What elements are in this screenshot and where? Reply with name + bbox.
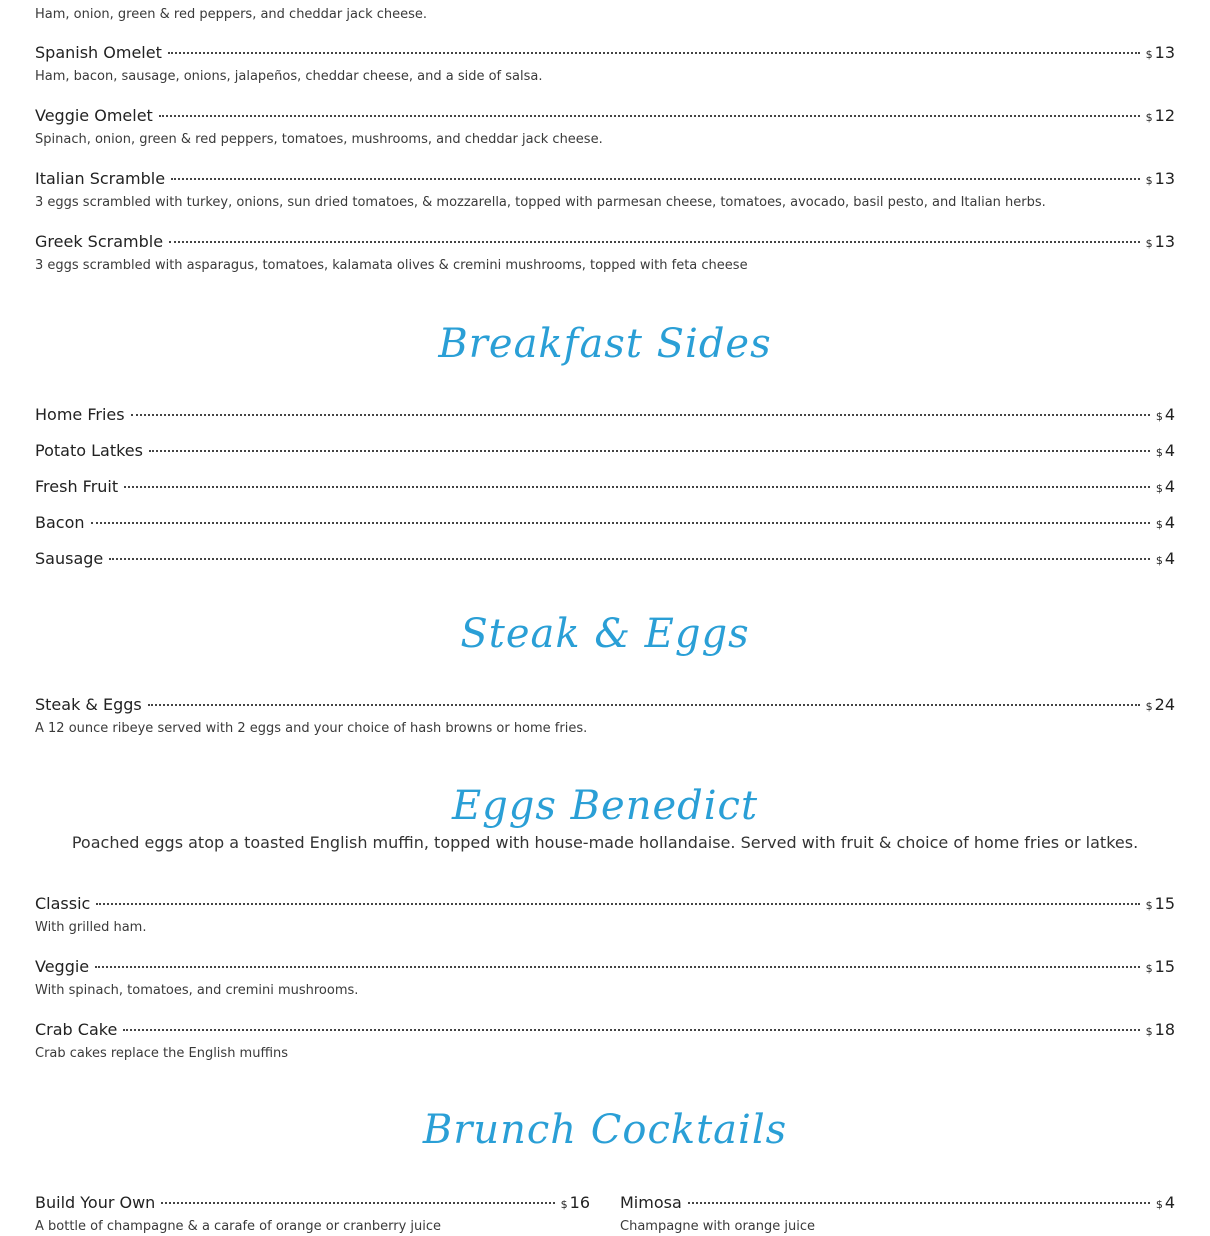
item-name: Greek Scramble: [35, 232, 164, 251]
item-price: $ 16: [560, 1193, 590, 1212]
item-price: $ 4: [1155, 477, 1175, 496]
item-name: Mimosa: [620, 1193, 682, 1212]
item-name: Potato Latkes: [35, 441, 143, 460]
menu-item: [620, 1191, 1175, 1236]
item-name: Steak & Eggs: [35, 695, 142, 714]
item-name: Spanish Omelet: [35, 43, 162, 62]
item-price: $ 15: [1145, 894, 1175, 913]
item-price: $ 13: [1145, 232, 1175, 251]
dot-leader: [168, 52, 1140, 54]
item-price: $ 4: [1155, 549, 1175, 568]
item-price: $ 4: [1155, 441, 1175, 460]
menu-item: [35, 1018, 1175, 1063]
item-description: 3 eggs scrambled with asparagus, tomatoes, kalamata olives & cremini mushrooms, topped with feta cheese: [35, 258, 748, 273]
menu-item: [35, 693, 1175, 738]
section-intro: Poached eggs atop a toasted English muffin, topped with house-made hollandaise. Served with fruit & choice of home fries or latkes.: [71, 833, 1139, 852]
item-name: Crab Cake: [35, 1020, 118, 1039]
item-description: Ham, onion, green & red peppers, and cheddar jack cheese.: [35, 7, 428, 22]
item-name: Veggie Omelet: [35, 106, 153, 125]
dot-leader: [131, 414, 1150, 416]
dot-leader: [159, 115, 1140, 117]
item-name: Bacon: [35, 513, 85, 532]
dot-leader: [149, 450, 1150, 452]
item-name: Veggie: [35, 957, 90, 976]
item-price: $ 13: [1145, 43, 1175, 62]
dot-leader: [95, 966, 1139, 968]
item-description: 3 eggs scrambled with turkey, onions, sun dried tomatoes, & mozzarella, topped with parmesan cheese, tomatoes, avocado, basil pesto, and Italian herbs.: [35, 195, 1046, 210]
item-description: With spinach, tomatoes, and cremini mushrooms.: [35, 983, 359, 998]
item-name: Sausage: [35, 549, 104, 568]
dot-leader: [688, 1202, 1150, 1204]
item-name: Home Fries: [35, 405, 125, 424]
menu-item-cut-off: [35, 6, 1175, 24]
dot-leader: [96, 903, 1139, 905]
item-description: With grilled ham.: [35, 920, 147, 935]
item-price: $ 4: [1155, 405, 1175, 424]
item-description: A 12 ounce ribeye served with 2 eggs and your choice of hash browns or home fries.: [35, 721, 588, 736]
item-name: Fresh Fruit: [35, 477, 119, 496]
item-name: Build Your Own: [35, 1193, 156, 1212]
dot-leader: [124, 486, 1150, 488]
dot-leader: [169, 241, 1140, 243]
item-price: $ 15: [1145, 957, 1175, 976]
menu-item: [35, 475, 1175, 499]
menu-item: [35, 955, 1175, 1000]
item-price: $ 18: [1145, 1020, 1175, 1039]
item-name: Italian Scramble: [35, 169, 166, 188]
item-price: $ 4: [1155, 513, 1175, 532]
dot-leader: [91, 522, 1150, 524]
dot-leader: [109, 558, 1150, 560]
section-title-brunch-cocktails: Brunch Cocktails: [422, 1107, 788, 1153]
item-price: $ 4: [1155, 1193, 1175, 1212]
menu-item: [35, 167, 1175, 212]
menu-item: [35, 1191, 590, 1236]
section-title-eggs-benedict: Eggs Benedict: [451, 783, 759, 829]
menu-item: [35, 439, 1175, 463]
menu-item: [35, 104, 1175, 149]
menu-item: [35, 41, 1175, 86]
item-description: Ham, bacon, sausage, onions, jalapeños, cheddar cheese, and a side of salsa.: [35, 69, 543, 84]
item-description: Champagne with orange juice: [620, 1219, 815, 1234]
item-name: Classic: [35, 894, 91, 913]
menu-item: [35, 230, 1175, 275]
item-price: $ 24: [1145, 695, 1175, 714]
section-title-steak-eggs: Steak & Eggs: [460, 611, 750, 657]
menu-item: [35, 403, 1175, 427]
section-title-breakfast-sides: Breakfast Sides: [438, 321, 772, 367]
menu-item: [35, 892, 1175, 937]
menu-item: [35, 511, 1175, 535]
item-description: Crab cakes replace the English muffins: [35, 1046, 289, 1061]
item-description: Spinach, onion, green & red peppers, tomatoes, mushrooms, and cheddar jack cheese.: [35, 132, 603, 147]
dot-leader: [171, 178, 1140, 180]
dot-leader: [148, 704, 1140, 706]
item-description: A bottle of champagne & a carafe of orange or cranberry juice: [35, 1219, 442, 1234]
item-price: $ 12: [1145, 106, 1175, 125]
dot-leader: [161, 1202, 554, 1204]
dot-leader: [123, 1029, 1139, 1031]
item-price: $ 13: [1145, 169, 1175, 188]
menu-item: [35, 547, 1175, 571]
